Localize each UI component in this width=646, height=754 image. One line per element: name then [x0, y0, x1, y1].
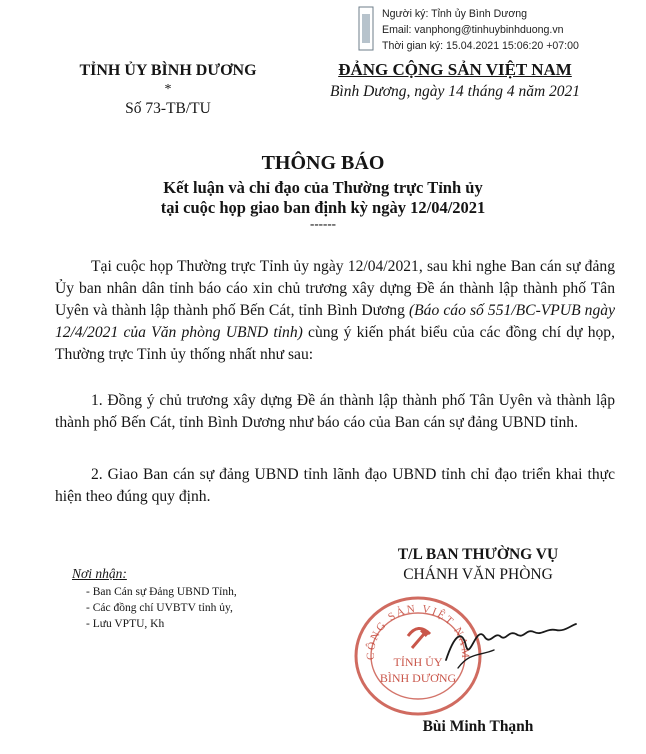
seal-top-text: CÔNG SẢN VIỆT NAM: [364, 602, 472, 661]
recipients-title: Nơi nhận:: [72, 566, 127, 581]
digital-signature-icon: [358, 6, 374, 51]
intro-text-2: cùng ý kiến phát biểu của các đồng chí dự họp, Thường trực Tỉnh ủy thống nhất như sau:: [55, 324, 615, 363]
recipient-3: - Lưu VPTU, Kh: [86, 618, 165, 630]
digital-signature-box: [358, 4, 638, 54]
org-name: TỈNH ỦY BÌNH DƯƠNG: [79, 62, 257, 79]
item-2: 2. Giao Ban cán sự đảng UBND tỉnh lãnh đạo UBND tỉnh chỉ đạo triển khai thực hiện theo đúng quy định.: [55, 466, 615, 505]
org-star: *: [164, 82, 172, 97]
title-line-2: tại cuộc họp giao ban định kỳ ngày 12/04/2021: [160, 198, 486, 217]
intro-citation: (Báo cáo số 551/BC-VPUB ngày 12/4/2021 của Văn phòng UBND tỉnh): [55, 302, 615, 341]
seal-center-line-2: BÌNH DƯƠNG: [379, 671, 457, 685]
recipient-2: - Các đồng chí UVBTV tỉnh ủy,: [86, 602, 233, 614]
signer-text: Người ký: Tỉnh ủy Bình Dương: [382, 8, 528, 20]
intro-paragraph: [55, 256, 615, 366]
document-number: Số 73-TB/TU: [125, 100, 211, 117]
intro-text-1: Tại cuộc họp Thường trực Tỉnh ủy ngày 12/04/2021, sau khi nghe Ban cán sự đảng Ủy ban nhân dân tỉnh báo cáo xin chủ trương xây dựng Đề án thành lập thành phố Tân Uyên và thành lập thành phố Bến Cát, tỉnh Bình Dương: [55, 258, 615, 319]
item-1: 1. Đồng ý chủ trương xây dựng Đề án thành lập thành phố Tân Uyên và thành lập thành phố Bến Cát, tỉnh Bình Dương như báo cáo của Ban cán sự đảng UBND tỉnh.: [55, 392, 615, 431]
signature-title-2: CHÁNH VĂN PHÒNG: [403, 566, 553, 583]
signer-email: Email: vanphong@tinhuybinhduong.vn: [382, 24, 564, 36]
party-name: ĐẢNG CỘNG SẢN VIỆT NAM: [338, 60, 572, 79]
seal-center-line-1: TỈNH ỦY: [393, 655, 443, 669]
signature-title-1: T/L BAN THƯỜNG VỤ: [397, 546, 559, 563]
place-date: Bình Dương, ngày 14 tháng 4 năm 2021: [329, 83, 581, 100]
recipient-1: - Ban Cán sự Đảng UBND Tỉnh,: [86, 586, 237, 598]
hammer-sickle-icon: [408, 628, 430, 648]
title-divider: ------: [310, 216, 336, 231]
document-title: THÔNG BÁO: [261, 152, 385, 174]
sign-time: Thời gian ký: 15.04.2021 15:06:20 +07:00: [382, 40, 579, 52]
title-line-1: Kết luận và chỉ đạo của Thường trực Tỉnh ủy: [163, 178, 483, 197]
handwritten-signature: [440, 606, 580, 676]
signer-name: Bùi Minh Thạnh: [422, 718, 534, 735]
